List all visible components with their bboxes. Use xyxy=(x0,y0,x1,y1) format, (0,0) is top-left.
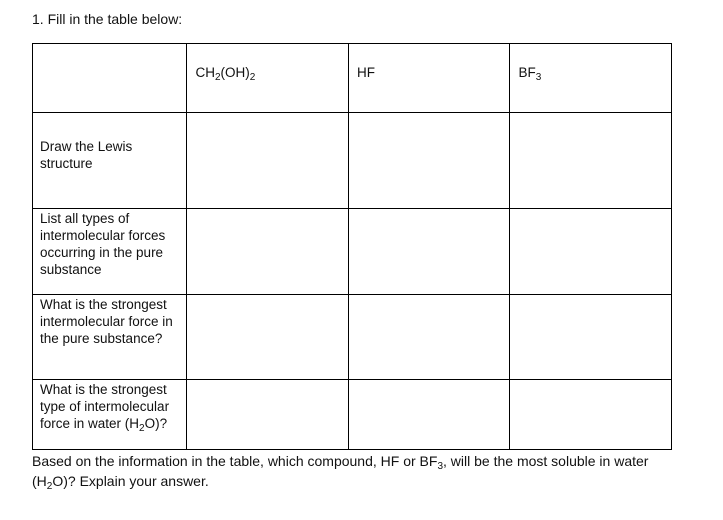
answer-cell-lewis-hf[interactable] xyxy=(348,113,510,209)
answer-cell-strongest-hf[interactable] xyxy=(348,295,510,380)
row-label-cell xyxy=(33,295,187,380)
answer-cell-lewis-bf3[interactable] xyxy=(510,113,672,209)
answer-cell-water-bf3[interactable] xyxy=(510,380,672,450)
row-label-cell xyxy=(33,380,187,450)
answer-cell-imf-hf[interactable] xyxy=(348,209,510,295)
formula-bf3: $BF_3$ xyxy=(518,65,542,83)
answer-cell-imf-bf3[interactable] xyxy=(510,209,672,295)
row-label-lewis: Draw the Lewis structure xyxy=(40,139,133,171)
answer-cell-imf-ch2oh2[interactable] xyxy=(187,209,349,295)
answer-cell-lewis-ch2oh2[interactable] xyxy=(187,113,349,209)
table-row-strongest xyxy=(33,295,672,380)
header-cell-hf xyxy=(348,44,510,113)
answer-cell-water-hf[interactable] xyxy=(348,380,510,450)
row-label-imf: List all types of intermolecular forces occurring in the pure substance xyxy=(40,211,166,277)
header-cell-bf3 xyxy=(510,44,672,113)
header-empty-cell xyxy=(33,44,187,113)
row-label-water: What is the strongest type of intermolecular force in water $(H_2O)$? xyxy=(40,382,170,434)
answer-cell-water-ch2oh2[interactable] xyxy=(187,380,349,450)
row-label-strongest: What is the strongest intermolecular force in the pure substance? xyxy=(40,297,173,346)
formula-hf: HF xyxy=(356,65,375,80)
table-header-row xyxy=(33,44,672,113)
formula-ch2oh2: $CH_2(OH)_2$ xyxy=(195,65,256,83)
table-row-lewis xyxy=(33,113,672,209)
answer-cell-strongest-ch2oh2[interactable] xyxy=(187,295,349,380)
header-cell-ch2oh2 xyxy=(187,44,349,113)
closing-question: Based on the information in the table, which compound, HF or $BF_3$, will be the most soluble in water $(H_2O)$? Explain your answer. xyxy=(32,453,649,492)
question-title: 1. Fill in the table below: xyxy=(32,11,183,27)
row-label-cell xyxy=(33,113,187,209)
answer-cell-strongest-bf3[interactable] xyxy=(510,295,672,380)
row-label-cell xyxy=(33,209,187,295)
table-row-imf xyxy=(33,209,672,295)
worksheet-table xyxy=(32,43,672,450)
table-row-water xyxy=(33,380,672,450)
